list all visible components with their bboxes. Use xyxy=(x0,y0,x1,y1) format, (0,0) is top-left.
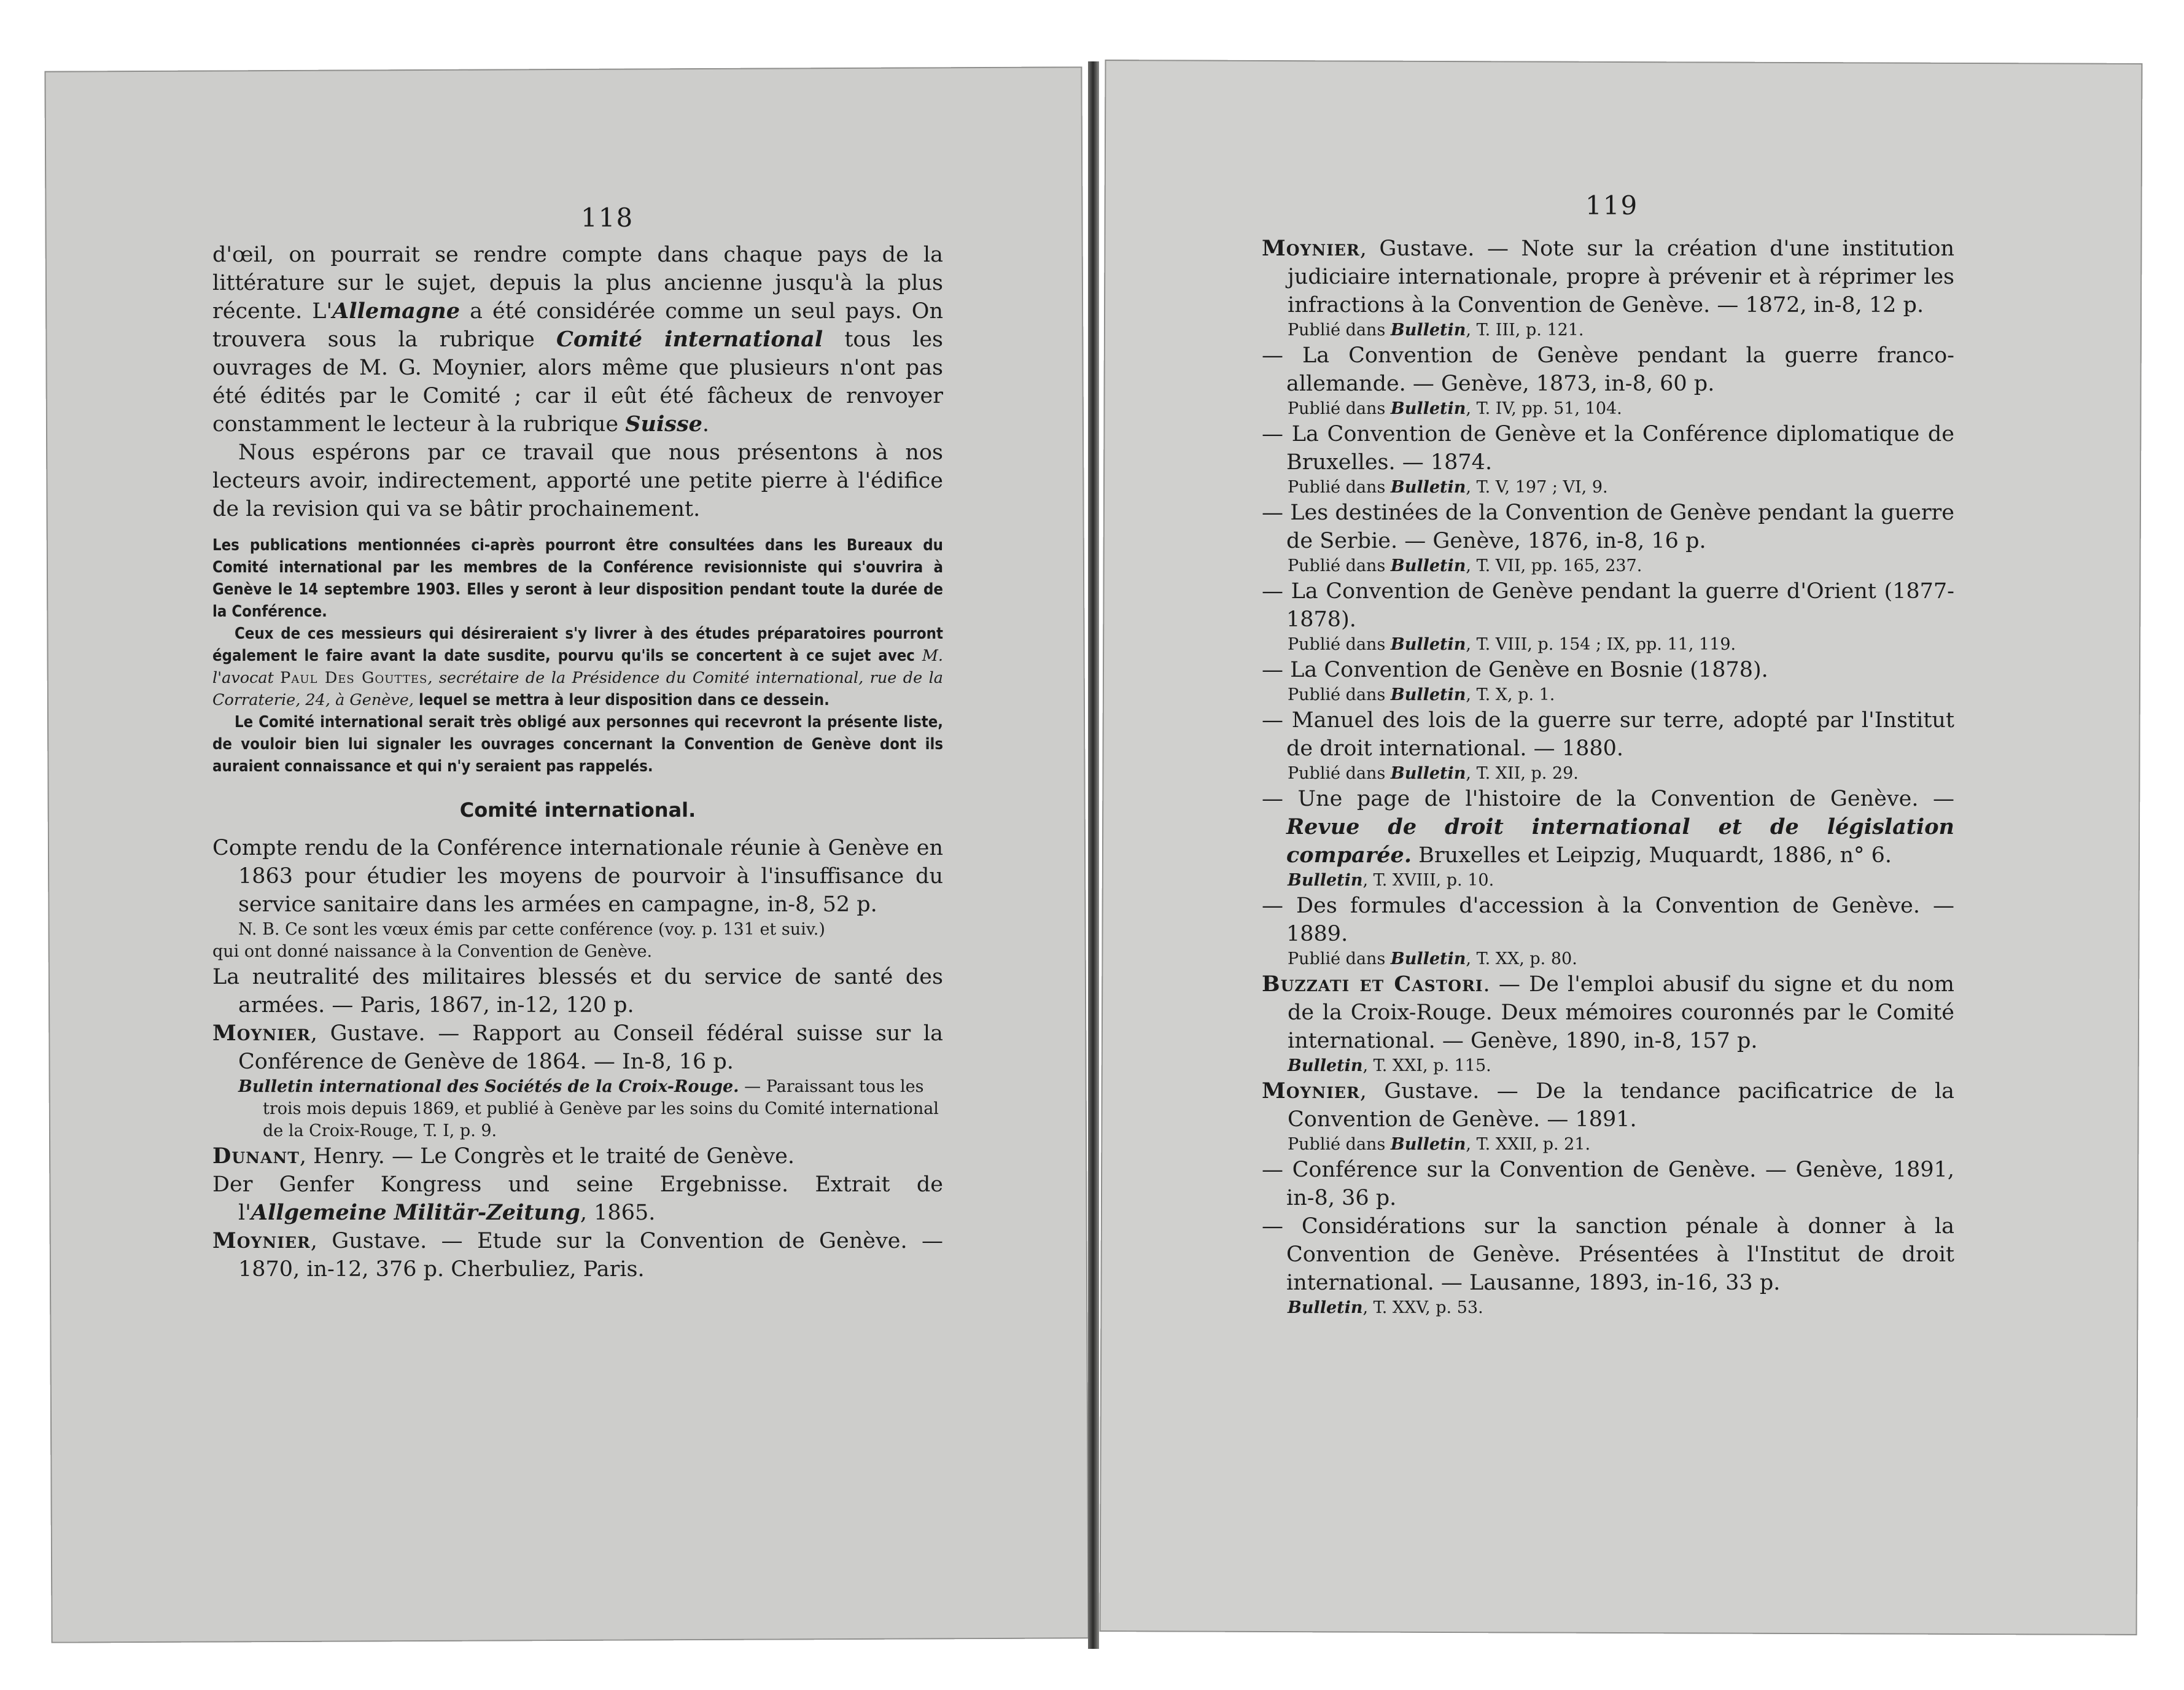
entry-note: N. B. Ce sont les vœux émis par cette conférence (voy. p. 131 et suiv.) qui ont donné naissance à la Convention de Genève. xyxy=(212,920,825,961)
notice-block xyxy=(212,534,943,777)
right-page-number: 119 xyxy=(1585,190,1639,220)
bibliography-entry: Moynier, Gustave. — Rapport au Conseil fédéral suisse sur la Conférence de Genève de 1864. — In-8, 16 p. xyxy=(212,1021,943,1074)
bibliography-entry: — La Convention de Genève pendant la guerre franco-allemande. — Genève, 1873, in-8, 60 p. xyxy=(1262,343,1954,396)
notice-paragraph-2: Ceux de ces messieurs qui désireraient s'y livrer à des études préparatoires pourront également le faire avant la date susdite, pourvu qu'ils se concertent à ce sujet avec M. l'avocat Paul Des Gouttes, secrétaire de la Présidence du Comité international, rue de la Corraterie, 24, à Genève, lequel se mettra à leur disposition dans ce dessein. xyxy=(212,625,943,709)
left-page-text xyxy=(212,241,943,1283)
notice-paragraph-1: Les publications mentionnées ci-après pourront être consultées dans les Bureaux du Comité international par les membres de la Conférence revisionniste qui s'ouvrira à Genève le 14 septembre 1903. Elles y seront à leur disposition pendant toute la durée de la Conférence. xyxy=(212,536,943,621)
publication-note: Bulletin, T. XVIII, p. 10. xyxy=(1288,871,1494,890)
bibliography-entry: — La Convention de Genève pendant la guerre d'Orient (1877-1878). xyxy=(1262,579,1954,632)
bibliography-entry: — Manuel des lois de la guerre sur terre, adopté par l'Institut de droit international. — 1880. xyxy=(1262,708,1954,761)
bibliography-entry: — Les destinées de la Convention de Genève pendant la guerre de Serbie. — Genève, 1876, in-8, 16 p. xyxy=(1262,500,1954,553)
publication-note: Publié dans Bulletin, T. XII, p. 29. xyxy=(1288,764,1579,783)
publication-note: Publié dans Bulletin, T. XX, p. 80. xyxy=(1288,949,1577,968)
bibliography-entry: — La Convention de Genève en Bosnie (1878). xyxy=(1262,658,1768,682)
notice-paragraph-3: Le Comité international serait très obligé aux personnes qui recevront la présente liste, de vouloir bien lui signaler les ouvrages concernant la Convention de Genève dont ils auraient connaissance et qui n'y seraient pas rappelés. xyxy=(212,713,943,776)
bibliography-entry: — Des formules d'accession à la Convention de Genève. — 1889. xyxy=(1262,894,1954,946)
intro-paragraph-2: Nous espérons par ce travail que nous présentons à nos lecteurs avoir, indirectement, apporté une petite pierre à l'édifice de la revision qui va se bâtir prochainement. xyxy=(212,440,943,521)
publication-note: Bulletin, T. XXI, p. 115. xyxy=(1288,1056,1491,1075)
publication-note: Publié dans Bulletin, T. V, 197 ; VI, 9. xyxy=(1288,478,1608,497)
section-heading: Comité international. xyxy=(459,798,696,822)
bibliography-entry: — Considérations sur la sanction pénale à donner à la Convention de Genève. Présentées à l'Institut de droit international. — Lausanne, 1893, in-16, 33 p. xyxy=(1262,1214,1954,1295)
bibliography-entry: Der Genfer Kongress und seine Ergebnisse. Extrait de l'Allgemeine Militär-Zeitung, 1865. xyxy=(212,1172,943,1225)
publication-note: Publié dans Bulletin, T. VII, pp. 165, 237. xyxy=(1288,556,1642,575)
bibliography-entry: — Une page de l'histoire de la Convention de Genève. — Revue de droit international et de législation comparée. Bruxelles et Leipzig, Muquardt, 1886, n° 6. xyxy=(1262,787,1954,868)
bibliography-entry: Dunant, Henry. — Le Congrès et le traité de Genève. xyxy=(212,1143,795,1169)
bibliography-entry: Compte rendu de la Conférence internationale réunie à Genève en 1863 pour étudier les moyens de pourvoir à l'insuffisance du service sanitaire dans les armées en campagne, in-8, 52 p. xyxy=(212,836,943,917)
publication-note: Publié dans Bulletin, T. XXII, p. 21. xyxy=(1288,1135,1591,1154)
bibliography-entry: La neutralité des militaires blessés et du service de santé des armées. — Paris, 1867, in-12, 120 p. xyxy=(212,965,943,1018)
entry-note: Bulletin international des Sociétés de la Croix-Rouge. — Paraissant tous les trois mois depuis 1869, et publié à Genève par les soins du Comité international de la Croix-Rouge, T. I, p. 9. xyxy=(238,1077,939,1140)
publication-note: Publié dans Bulletin, T. IV, pp. 51, 104. xyxy=(1288,399,1622,418)
bibliography-entry: — Conférence sur la Convention de Genève. — Genève, 1891, in-8, 36 p. xyxy=(1262,1158,1954,1210)
publication-note: Publié dans Bulletin, T. X, p. 1. xyxy=(1288,685,1555,704)
bibliography-entry: — La Convention de Genève et la Conférence diplomatique de Bruxelles. — 1874. xyxy=(1262,422,1954,475)
book-spine xyxy=(1088,61,1099,1649)
bibliography-entry: Moynier, Gustave. — De la tendance pacificatrice de la Convention de Genève. — 1891. xyxy=(1262,1078,1954,1132)
right-page-text xyxy=(1262,235,1954,1319)
publication-note: Publié dans Bulletin, T. VIII, p. 154 ; IX, pp. 11, 119. xyxy=(1288,635,1736,654)
left-page-number: 118 xyxy=(581,203,634,233)
intro-paragraph-1: d'œil, on pourrait se rendre compte dans chaque pays de la littérature sur le sujet, depuis la plus ancienne jusqu'à la plus récente. L'Allemagne a été considérée comme un seul pays. On trouvera sous la rubrique Comité international tous les ouvrages de M. G. Moynier, alors même que plusieurs n'ont pas été édités par le Comité ; car il eût été fâcheux de renvoyer constamment le lecteur à la rubrique Suisse. xyxy=(212,243,944,437)
publication-note: Bulletin, T. XXV, p. 53. xyxy=(1288,1298,1483,1317)
publication-note: Publié dans Bulletin, T. III, p. 121. xyxy=(1288,321,1584,340)
bibliography-entry: Buzzati et Castori. — De l'emploi abusif du signe et du nom de la Croix-Rouge. Deux mémoires couronnés par le Comité international. — Genève, 1890, in-8, 157 p. xyxy=(1262,972,1954,1053)
bibliography-entry: Moynier, Gustave. — Etude sur la Convention de Genève. — 1870, in-12, 376 p. Cherbuliez, Paris. xyxy=(212,1228,943,1282)
bibliography-entry: Moynier, Gustave. — Note sur la création d'une institution judiciaire internationale, propre à prévenir et à réprimer les infractions à la Convention de Genève. — 1872, in-8, 12 p. xyxy=(1262,236,1954,317)
